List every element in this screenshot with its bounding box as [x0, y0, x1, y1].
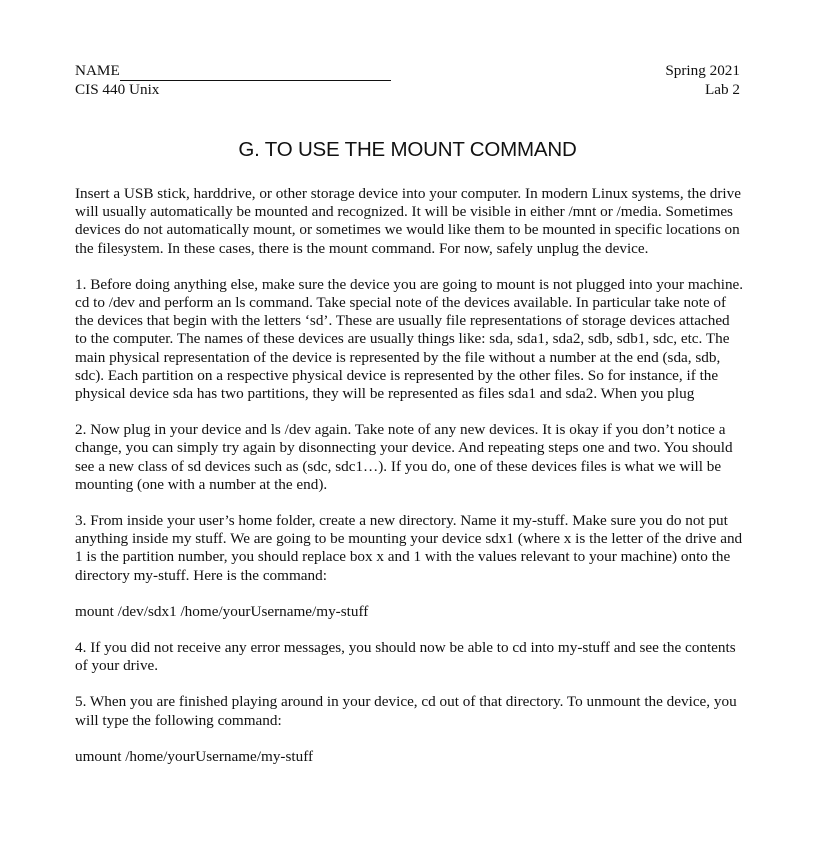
umount-command: umount /home/yourUsername/my-stuff — [75, 747, 314, 765]
header-left — [75, 62, 435, 99]
step-2-paragraph: 2. Now plug in your device and ls /dev again. Take note of any new devices. It is okay if you don’t notice a change, you can simply try again by disonnecting your device. And repeating steps one and two. You should see a new class of sd devices such as (sdc, sdc1…). If you do, one of these devices files is what we will be mounting (one with a number at the end). — [75, 421, 733, 493]
term-label: Spring 2021 — [665, 62, 740, 79]
step-5-paragraph: 5. When you are finished playing around in your device, cd out of that directory. To unmount the device, you will type the following command: — [75, 693, 737, 729]
step-4-paragraph: 4. If you did not receive any error messages, you should now be able to cd into my-stuff and see the contents of your drive. — [75, 639, 736, 675]
page-title: G. TO USE THE MOUNT COMMAND — [238, 138, 577, 161]
name-label: NAME — [75, 62, 120, 80]
lab-label: Lab 2 — [704, 80, 740, 98]
step-1-paragraph: 1. Before doing anything else, make sure the device you are going to mount is not plugged into your machine. cd to /dev and perform an ls command. Take special note of the devices available. In particular take note of the devices that begin with the letters ‘sd’. These are usually file representations of storage devices attached to the computer. The names of these devices are usually things like: sda, sda1, sda2, sdb, sdb1, sdc, etc. The main physical representation of the device is represented by the file without a number at the end (sda, sdb, sdc). Each partition on a respective physical device is represented by the other files. So for instance, if the physical device sda has two partitions, they will be represented as files sda1 and sda2. When you plug — [75, 275, 744, 403]
name-blank-line — [120, 66, 391, 81]
document-body — [75, 185, 745, 784]
step-3-paragraph: 3. From inside your user’s home folder, create a new directory. Name it my-stuff. Make sure you do not put anything inside my stuff. We are going to be mounting your device sdx1 (where x is the letter of the drive and 1 is the partition number, you should replace box x and 1 with the values relevant to your machine) onto the directory my-stuff. Here is the command: — [75, 512, 743, 584]
header-right — [560, 62, 740, 99]
mount-command: mount /dev/sdx1 /home/yourUsername/my-stuff — [75, 602, 369, 620]
course-label: CIS 440 Unix — [75, 80, 160, 98]
intro-paragraph: Insert a USB stick, harddrive, or other storage device into your computer. In modern Linux systems, the drive will usually automatically be mounted and recognized. It will be visible in either /mnt or /media. Sometimes devices do not automatically mount, or sometimes we would like them to be mounted in specific locations on the filesystem. In these cases, there is the mount command. For now, safely unplug the device. — [75, 185, 741, 257]
name-line — [75, 62, 435, 81]
